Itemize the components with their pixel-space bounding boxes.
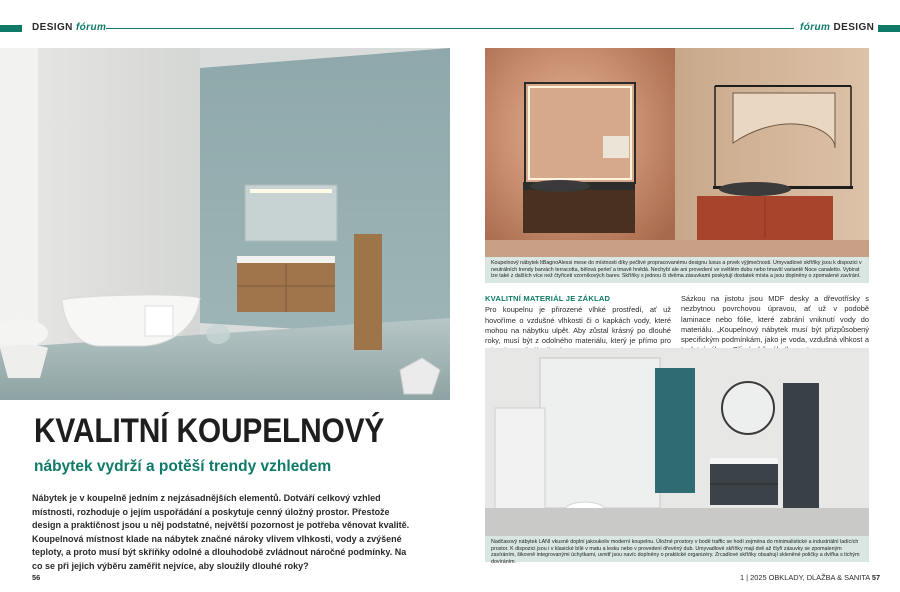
section-column-2 <box>681 294 869 344</box>
header-design-left: DESIGN <box>32 22 73 33</box>
header-bar-right <box>878 25 900 32</box>
caption-bottom: Nadčasový nábytek LANI vkusně doplní jakoukoliv moderní koupelnu. Úložné prostory v bodě traffic se hodí zejména do minimalistické a industriální ladících prostor. K dispozici jsou i v klasické bílé v matu a lesku nebo v provedení dřevěný dub. Umyvadlové skříňky mají dvě až čtyři zásuvky se zpomaleným zavíráním, šikovně integrovanými úchytkami, uvnitř jsou navíc doplněny o praktické organizéry. Zrcadlové skříňky obsahují skleněné poličky a dvířka s tichým dovíráním. <box>485 536 869 562</box>
header-rule <box>106 28 794 29</box>
header-forum-right: fórum <box>800 22 831 33</box>
lani-bathroom-illustration <box>485 348 869 536</box>
article-lead: Nábytek je v koupelně jedním z nejzásadnějších elementů. Dotváří celkový vzhled místnosti, rozhoduje o jejím uspořádání a poskytuje cenný úložný prostor. Přestože design a praktičnost jsou u něj podstatné, největší pozornost je potřeba věnovat kvalitě. Koupelnová místnost klade na nábytek značné nároky vlivem vlhkosti, vody a zvýšené teploty, a proto musí být skříňky odolné a dlouhodobě zvládnout náročné podmínky. Na co se při jejich výběru zaměřit nejvíce, aby sloužily dlouhé roky? <box>32 493 410 571</box>
header-right-label <box>800 22 874 33</box>
header-design-right: DESIGN <box>833 22 875 33</box>
caption-top: Koupelnový nábytek ltBagnoAlessi mese do místnosti díky pečlivé propracovanému designu luxus a prvek výjimečnosti. Umyvadlové skříňky jsou k dispozici v neutrálních trendy barvách terracotta, bělová perleť a tmavě hnědá. Nechybí ale ani provedení ve světlém dubu nebo tmavší variantě Noce canaletto. Vybírat lze také z dalších více než čtyřiceti vzorníkových barev. Skříňky s jednou či dvěma zásuvkami poskytují dostatek místa a jsou doplněny o zpomalené zavírání. <box>485 257 869 283</box>
bathroom-scene-illustration <box>0 48 450 400</box>
header-forum-left: fórum <box>75 22 107 33</box>
section-heading: KVALITNÍ MATERIÁL JE ZÁKLAD <box>485 294 611 303</box>
section-col2-text: Sázkou na jistotu jsou MDF desky a dřevotřísky s nezbytnou povrchovou úpravou, ať už v podobě laminace nebo fólie, které zabrání vniknutí vody do materiálu. „Koupelnový nábytek musí být přizpůsobený specifickým podmínkám, jako je voda, vzdušná vlhkost a <box>681 294 869 345</box>
header-left-label <box>32 22 106 33</box>
page-number-right: 57 <box>871 573 881 582</box>
footer-right <box>740 573 880 582</box>
vanity-photo-bottom <box>485 348 869 536</box>
page-number-left: 56 <box>32 573 41 582</box>
vanity-duo-illustration <box>485 48 869 258</box>
section-column-1 <box>485 294 671 344</box>
header-bar-left <box>0 25 22 32</box>
footer-magazine: 1 | 2025 OBKLADY, DLAŽBA & SANITA <box>740 573 870 582</box>
section-col1-text: Pro koupelnu je přirozené vlhké prostředí, ať už hovoříme o vzdušné vlhkosti či o kapkách vody, které mohou na nábytku ulpět. Aby zůstal krásný po dlouhé roky, musí být z odolného materiálu, který je přímo pro <box>485 305 671 346</box>
article-subtitle: nábytek vydrží a potěší trendy vzhledem <box>34 458 332 475</box>
vanity-photo-top <box>485 48 869 258</box>
article-title: KVALITNÍ KOUPELNOVÝ <box>34 412 385 450</box>
bathroom-photo-main <box>0 48 450 400</box>
